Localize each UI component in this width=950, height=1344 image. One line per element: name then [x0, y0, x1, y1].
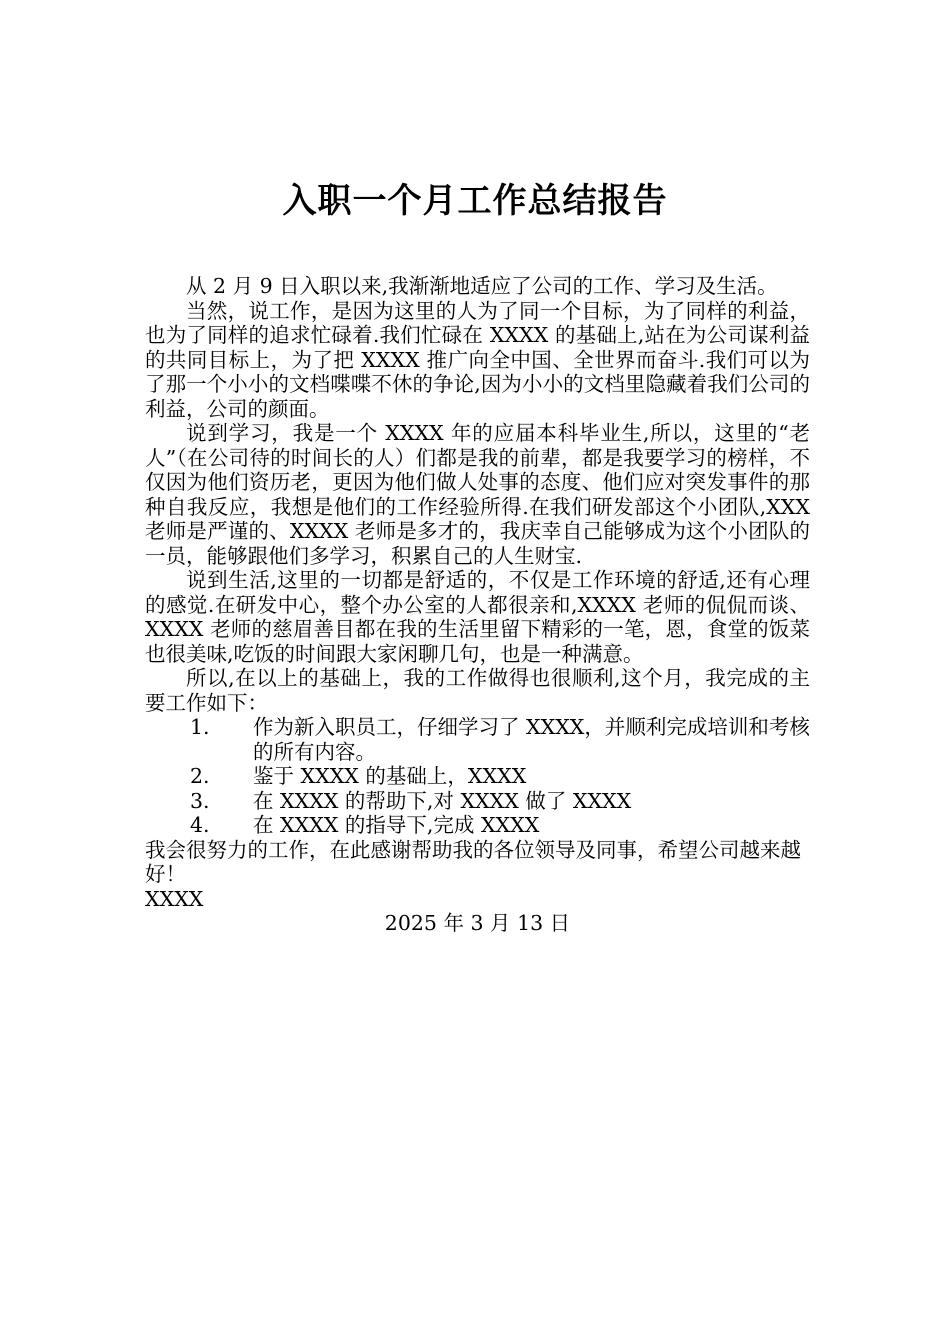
list-item-number: 4. — [190, 813, 210, 837]
paragraph-intro: 从 2 月 9 日入职以来,我渐渐地适应了公司的工作、学习及生活。 — [186, 274, 778, 298]
signature: XXXX — [145, 886, 204, 911]
list-item-number: 2. — [190, 764, 210, 788]
list-item-text: 鉴于 XXXX 的基础上，XXXX — [253, 764, 527, 788]
document-date: 2025 年 3 月 13 日 — [384, 911, 571, 935]
list-item-text: 在 XXXX 的帮助下,对 XXXX 做了 XXXX — [253, 788, 632, 813]
list-item-number: 3. — [190, 788, 210, 813]
document-body — [145, 274, 810, 936]
paragraph-summary: 所以,在以上的基础上，我的工作做得也很顺利,这个月，我完成的主要工作如下： — [145, 666, 810, 715]
document-title: 入职一个月工作总结报告 — [282, 180, 668, 221]
list-item — [145, 715, 810, 764]
work-list — [145, 715, 810, 838]
list-item — [145, 813, 810, 838]
closing-remark: 我会很努力的工作，在此感谢帮助我的各位领导及同事，希望公司越来越好！ — [145, 837, 801, 886]
list-item-number: 1. — [190, 715, 210, 739]
list-item — [145, 764, 810, 789]
paragraph-work: 当然，说工作，是因为这里的人为了同一个目标，为了同样的利益，也为了同样的追求忙碌着.我们忙碌在 XXXX 的基础上,站在为公司谋利益的共同目标上，为了把 XXXX 推广向全中国、全世界而奋斗.我们可以为了那一个小小的文档喋喋不休的争论,因为小小的文档里隐藏着我们公司的利益，公司的颜面。 — [145, 298, 810, 421]
list-item-text: 作为新入职员工，仔细学习了 XXXX，并顺利完成培训和考核的所有内容。 — [253, 715, 810, 764]
paragraph-life: 说到生活,这里的一切都是舒适的，不仅是工作环境的舒适,还有心理的感觉.在研发中心，整个办公室的人都很亲和,XXXX 老师的侃侃而谈、XXXX 老师的慈眉善目都在我的生活里留下精彩的一笔，恩，食堂的饭菜也很美味,吃饭的时间跟大家闲聊几句，也是一种满意。 — [145, 568, 810, 666]
paragraph-study: 说到学习，我是一个 XXXX 年的应届本科毕业生,所以，这里的“老人”（在公司待的时间长的人）们都是我的前辈，都是我要学习的榜样，不仅因为他们资历老，更因为他们做人处事的态度、他们应对突发事件的那种自我反应，我想是他们的工作经验所得.在我们研发部这个小团队,XXX 老师是严谨的、XXXX 老师是多才的，我庆幸自己能够成为这个小团队的一员，能够跟他们多学习，积累自己的人生财宝. — [145, 421, 810, 568]
list-item-text: 在 XXXX 的指导下,完成 XXXX — [253, 813, 540, 837]
list-item — [145, 789, 810, 814]
